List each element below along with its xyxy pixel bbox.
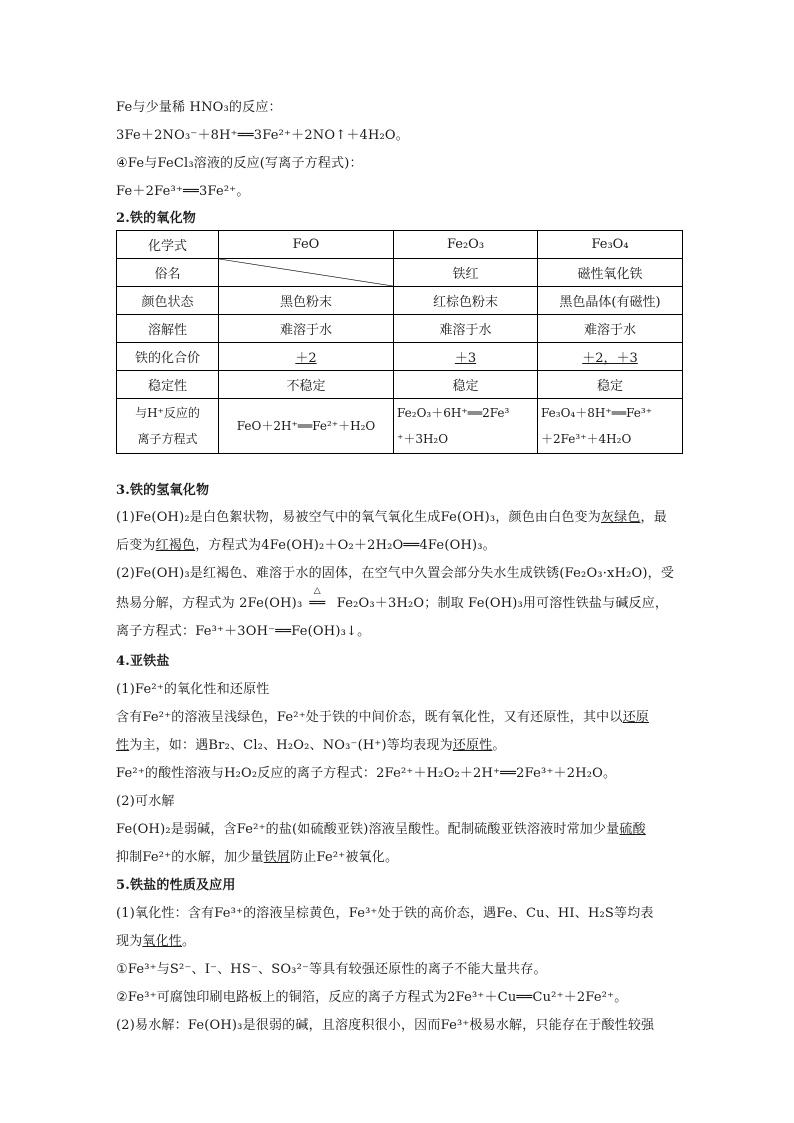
section-3-p2a: (2)Fe(OH)₃是红褐色、难溶于水的固体，在空气中久置会部分失水生成铁锈(Fe₂O₃·xH₂O)，受	[116, 566, 675, 581]
section-5-p2: ①Fe³⁺与S²⁻、I⁻、HS⁻、SO₃²⁻等具有较强还原性的离子不能大量共存。	[116, 962, 547, 977]
text-span: 防止Fe²⁺被氧化。	[290, 850, 399, 865]
table-cell	[538, 399, 683, 454]
text-span: 含有Fe²⁺的溶液呈浅绿色，Fe²⁺处于铁的中间价态，既有氧化性，又有还原性，其中以	[116, 710, 623, 725]
table-cell	[538, 343, 683, 371]
section-4-sub1: (1)Fe²⁺的氧化性和还原性	[116, 682, 270, 697]
diagonal-line	[219, 259, 393, 286]
eq-label-1: 与H⁺反应的	[135, 406, 200, 420]
eq-fe2o3-line-2: ⁺＋3H₂O	[397, 432, 449, 446]
section-5-p3: ②Fe³⁺可腐蚀印刷电路板上的铜箔，反应的离子方程式为2Fe³⁺＋Cu══Cu²⁺＋2Fe²⁺。	[116, 990, 628, 1005]
iron-oxides-table	[116, 230, 683, 454]
table-cell	[117, 399, 219, 454]
table-row	[117, 371, 683, 399]
eq-label-2: 离子方程式	[137, 432, 198, 446]
eq-fe3o4-line-2: ＋2Fe³⁺＋4H₂O	[541, 432, 632, 446]
section-5-p1b	[116, 930, 195, 949]
section-3-heading: 3.铁的氢氧化物	[116, 483, 210, 498]
table-cell: 俗名	[117, 259, 219, 287]
underlined-answer: 铁屑	[263, 850, 291, 865]
table-header-row	[117, 231, 683, 259]
text-span: Fe₂O₃＋3H₂O；制取 Fe(OH)₃用可溶性铁盐与碱反应，	[332, 596, 669, 611]
underlined-answer: 性	[116, 738, 130, 753]
section-4-sub2: (2)可水解	[116, 794, 175, 809]
section-4-p3b	[116, 846, 398, 865]
section-4-p1a	[116, 706, 649, 725]
section-4-p3a	[116, 818, 646, 837]
delta-symbol: △	[313, 586, 321, 596]
table-row	[117, 315, 683, 343]
diagonal-empty-cell	[219, 259, 394, 287]
intro-line-4: Fe＋2Fe³⁺══3Fe²⁺。	[116, 184, 250, 199]
text-span: 后变为	[116, 538, 156, 553]
section-4-p1b	[116, 734, 506, 753]
table-cell: 难溶于水	[538, 315, 683, 343]
table-cell: 颜色状态	[117, 287, 219, 315]
table-cell: 难溶于水	[394, 315, 538, 343]
text-span: 抑制Fe²⁺的水解，加少量	[116, 850, 264, 865]
table-cell: 稳定	[538, 371, 683, 399]
valence-fe3o4: ＋2，＋3	[582, 351, 638, 366]
section-4-heading: 4.亚铁盐	[116, 654, 170, 669]
table-cell: 稳定	[394, 371, 538, 399]
table-row-equations	[117, 399, 683, 454]
text-span: (1)Fe(OH)₂是白色絮状物，易被空气中的氧气氧化生成Fe(OH)₃，颜色由白色变为	[116, 510, 601, 525]
section-3-p1b	[116, 534, 496, 553]
section-2-heading: 2.铁的氧化物	[116, 211, 196, 226]
table-row	[117, 259, 683, 287]
underlined-answer: 红褐色	[155, 538, 196, 553]
section-3-p2b	[116, 586, 669, 611]
table-cell: 难溶于水	[219, 315, 394, 343]
table-cell: 黑色晶体(有磁性)	[538, 287, 683, 315]
section-3-p1a	[116, 506, 667, 525]
table-cell: Fe₃O₄	[538, 231, 683, 259]
underlined-answer: 硫酸	[619, 822, 646, 837]
heat-arrow	[302, 586, 332, 611]
text-span: ，最	[640, 510, 667, 525]
table-cell: 红棕色粉末	[394, 287, 538, 315]
underlined-answer: 灰绿色	[600, 510, 641, 525]
eq-fe2o3-line-1: Fe₂O₃＋6H⁺══2Fe³	[397, 406, 510, 420]
text-span: 为主，如：遇Br₂、Cl₂、H₂O₂、NO₃⁻(H⁺)等均表现为	[129, 738, 453, 753]
table-cell: 黑色粉末	[219, 287, 394, 315]
section-5-p4: (2)易水解：Fe(OH)₃是很弱的碱，且溶度积很小，因而Fe³⁺极易水解，只能存在于酸性较强	[116, 1018, 655, 1033]
intro-line-3: ④Fe与FeCl₃溶液的反应(写离子方程式)：	[116, 156, 363, 171]
table-cell: 溶解性	[117, 315, 219, 343]
table-cell: FeO＋2H⁺══Fe²⁺＋H₂O	[219, 399, 394, 454]
table-cell: FeO	[219, 231, 394, 259]
equals-arrow: ══	[309, 596, 326, 611]
underlined-answer: 还原	[622, 710, 649, 725]
section-4-p2: Fe²⁺的酸性溶液与H₂O₂反应的离子方程式：2Fe²⁺＋H₂O₂＋2H⁺══2Fe³⁺＋2H₂O。	[116, 766, 617, 781]
underlined-answer: 还原性	[452, 738, 493, 753]
table-cell: 稳定性	[117, 371, 219, 399]
table-row	[117, 287, 683, 315]
text-span: 热易分解，方程式为 2Fe(OH)₃	[116, 596, 303, 611]
text-span: ，方程式为4Fe(OH)₂＋O₂＋2H₂O══4Fe(OH)₃。	[195, 538, 496, 553]
text-span: 现为	[116, 934, 143, 949]
table-cell: 不稳定	[219, 371, 394, 399]
underlined-answer: 氧化性	[142, 934, 183, 949]
intro-line-2: 3Fe＋2NO₃⁻＋8H⁺══3Fe²⁺＋2NO↑＋4H₂O。	[116, 128, 409, 143]
table-cell	[394, 343, 538, 371]
intro-line-1: Fe与少量稀 HNO₃的反应：	[116, 100, 282, 115]
eq-fe3o4-line-1: Fe₃O₄＋8H⁺══Fe³⁺	[541, 406, 653, 420]
table-cell: 化学式	[117, 231, 219, 259]
text-span: 。	[492, 738, 506, 753]
table-cell: 铁红	[394, 259, 538, 287]
section-5-heading: 5.铁盐的性质及应用	[116, 878, 236, 893]
table-row	[117, 343, 683, 371]
section-5-p1a: (1)氧化性：含有Fe³⁺的溶液呈棕黄色，Fe³⁺处于铁的高价态，遇Fe、Cu、HI、H₂S等均表	[116, 906, 654, 921]
valence-feo: ＋2	[295, 351, 317, 366]
table-cell: Fe₂O₃	[394, 231, 538, 259]
table-cell	[219, 343, 394, 371]
valence-fe2o3: ＋3	[454, 351, 477, 366]
text-span: 。	[182, 934, 196, 949]
table-cell: 铁的化合价	[117, 343, 219, 371]
table-cell: 磁性氧化铁	[538, 259, 683, 287]
table-cell	[394, 399, 538, 454]
section-3-p2c: 离子方程式：Fe³⁺＋3OH⁻══Fe(OH)₃↓。	[116, 624, 371, 639]
text-span: Fe(OH)₂是弱碱，含Fe²⁺的盐(如硫酸亚铁)溶液呈酸性。配制硫酸亚铁溶液时常加少量	[116, 822, 620, 837]
